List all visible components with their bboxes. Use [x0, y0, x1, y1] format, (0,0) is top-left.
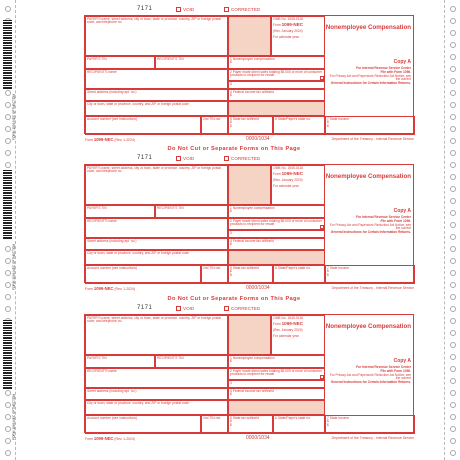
tractor-hole	[450, 198, 456, 204]
street-address-field[interactable]: Street address (including apt. no.)	[85, 89, 228, 101]
box7-field[interactable]: 7 State income $ $	[325, 116, 415, 135]
tractor-hole	[450, 126, 456, 132]
shaded-area	[228, 315, 271, 355]
form-grid	[84, 314, 414, 433]
tractor-hole	[5, 114, 11, 120]
tractor-hole	[5, 438, 11, 444]
corrected-checkbox[interactable]	[224, 156, 229, 161]
shaded-area	[228, 250, 325, 265]
footer-code: 0000/1034	[246, 136, 270, 142]
corrected-checkbox[interactable]	[224, 306, 229, 311]
tractor-hole	[450, 78, 456, 84]
void-checkbox[interactable]	[176, 156, 181, 161]
tractor-hole	[5, 162, 11, 168]
form-code: 7171	[137, 305, 153, 311]
side-vertical-text: FORM 1099-NEC SPTNECTOM	[12, 94, 16, 140]
tractor-hole	[450, 186, 456, 192]
tractor-hole	[450, 18, 456, 24]
recipient-name-field[interactable]: RECIPIENT'S name	[85, 69, 228, 89]
tractor-hole	[5, 246, 11, 252]
tractor-hole	[5, 270, 11, 276]
account-number-field[interactable]: Account number (see instructions)	[85, 415, 201, 434]
recipient-tin-field[interactable]: RECIPIENT'S TIN	[155, 205, 228, 218]
box5-field[interactable]: 5 State tax withheld $ $	[228, 415, 273, 434]
box3-field[interactable]: 3	[228, 81, 325, 89]
box5-field[interactable]: 5 State tax withheld $ $	[228, 116, 273, 135]
form-copy	[84, 305, 414, 445]
tractor-hole	[5, 402, 11, 408]
tractor-hole	[450, 426, 456, 432]
box2-field[interactable]: 2 Payer made direct sales totaling $5,000 or more of consumer products to recipient for resale	[228, 368, 325, 380]
shaded-area	[228, 165, 271, 205]
street-address-field[interactable]: Street address (including apt. no.)	[85, 388, 228, 400]
box2-checkbox[interactable]	[320, 76, 324, 80]
copy-a-info: For Internal Revenue Service Center File with Form 1096. For Privacy Act and Paperwork Reduction Act Notice, see the current General Instructions for Certain Information Returns.	[329, 215, 411, 235]
tractor-hole	[450, 306, 456, 312]
footer-code: 0000/1034	[246, 435, 270, 441]
account-number-field[interactable]: Account number (see instructions)	[85, 116, 201, 135]
payer-tin-field[interactable]: PAYER'S TIN	[85, 205, 155, 218]
do-not-cut-notice: Do Not Cut or Separate Forms on This Page	[167, 296, 301, 302]
tractor-hole	[450, 222, 456, 228]
tractor-hole	[450, 390, 456, 396]
shaded-area	[228, 400, 325, 415]
box1-field[interactable]: 1 Nonemployee compensation $	[228, 205, 325, 218]
tractor-hole	[5, 258, 11, 264]
city-field[interactable]: City or town, state or province, country, and ZIP or foreign postal code	[85, 101, 228, 116]
form-code: 7171	[137, 6, 153, 12]
box7-field[interactable]: 7 State income $ $	[325, 265, 415, 284]
copy-a-info: For Internal Revenue Service Center File with Form 1096. For Privacy Act and Paperwork Reduction Act Notice, see the current General Instructions for Certain Information Returns.	[329, 66, 411, 86]
tractor-hole	[5, 426, 11, 432]
tractor-hole	[450, 330, 456, 336]
form-footer: Form 1099-NEC (Rev. 1-2024) 0000/1034 Department of the Treasury - Internal Revenue Service	[85, 136, 414, 142]
tractor-hole	[450, 6, 456, 12]
city-field[interactable]: City or town, state or province, country, and ZIP or foreign postal code	[85, 400, 228, 415]
tractor-hole	[450, 102, 456, 108]
tractor-hole	[450, 54, 456, 60]
do-not-cut-notice: Do Not Cut or Separate Forms on This Page	[167, 146, 301, 152]
tractor-hole	[450, 378, 456, 384]
box4-field[interactable]: 4 Federal income tax withheld $	[228, 238, 325, 250]
form-code: 7171	[137, 155, 153, 161]
recipient-tin-field[interactable]: RECIPIENT'S TIN	[155, 56, 228, 69]
tractor-hole	[5, 150, 11, 156]
tractor-hole	[450, 402, 456, 408]
second-tin-field[interactable]: 2nd TIN not.	[201, 116, 228, 135]
box4-field[interactable]: 4 Federal income tax withheld $	[228, 388, 325, 400]
tractor-hole	[5, 390, 11, 396]
box2-checkbox[interactable]	[320, 375, 324, 379]
city-field[interactable]: City or town, state or province, country, and ZIP or foreign postal code	[85, 250, 228, 265]
copy-a-heading: Copy A	[393, 208, 411, 214]
box1-field[interactable]: 1 Nonemployee compensation $	[228, 355, 325, 368]
tractor-hole	[450, 246, 456, 252]
box2-field[interactable]: 2 Payer made direct sales totaling $5,000 or more of consumer products to recipient for resale	[228, 218, 325, 230]
corrected-label: CORRECTED	[231, 156, 261, 161]
side-vertical-text: FORM 1099-NEC SPTNECTOM	[12, 244, 16, 290]
tractor-hole	[450, 114, 456, 120]
footer-dept: Department of the Treasury - Internal Revenue Service	[331, 286, 414, 290]
tractor-hole	[5, 450, 11, 456]
tractor-hole	[450, 282, 456, 288]
tractor-hole	[5, 294, 11, 300]
tractor-hole	[450, 366, 456, 372]
tractor-hole	[450, 342, 456, 348]
tractor-hole	[450, 270, 456, 276]
street-address-field[interactable]: Street address (including apt. no.)	[85, 238, 228, 250]
box6-field[interactable]: 6 State/Payer's state no.	[273, 116, 325, 135]
void-label: VOID	[183, 306, 195, 311]
right-tractor-strip	[444, 0, 460, 460]
copy-a-heading: Copy A	[393, 59, 411, 65]
shaded-area	[228, 16, 271, 56]
payer-info-field[interactable]: PAYER'S name, street address, city or town, state or province, country, ZIP or foreign postal code, and telephone no.	[85, 165, 228, 205]
recipient-tin-field[interactable]: RECIPIENT'S TIN	[155, 355, 228, 368]
form-copy	[84, 6, 414, 146]
form-title: Nonemployee Compensation	[325, 173, 411, 180]
footer-dept: Department of the Treasury - Internal Revenue Service	[331, 137, 414, 141]
void-checkbox[interactable]	[176, 306, 181, 311]
footer-code: 0000/1034	[246, 285, 270, 291]
box7-field[interactable]: 7 State income $ $	[325, 415, 415, 434]
box5-field[interactable]: 5 State tax withheld $ $	[228, 265, 273, 284]
void-label: VOID	[183, 156, 195, 161]
payer-info-field[interactable]: PAYER'S name, street address, city or town, state or province, country, ZIP or foreign postal code, and telephone no.	[85, 16, 228, 56]
tractor-hole	[450, 162, 456, 168]
tractor-hole	[5, 102, 11, 108]
omb-box: OMB No. 1545-0116 Form 1099-NEC (Rev. January 2024) For calendar year	[271, 165, 325, 205]
second-tin-field[interactable]: 2nd TIN not.	[201, 415, 228, 434]
copy-a-heading: Copy A	[393, 358, 411, 364]
void-label: VOID	[183, 7, 195, 12]
tractor-hole	[450, 42, 456, 48]
box2-field[interactable]: 2 Payer made direct sales totaling $5,000 or more of consumer products to recipient for resale	[228, 69, 325, 81]
void-row	[84, 155, 314, 164]
box4-field[interactable]: 4 Federal income tax withheld $	[228, 89, 325, 101]
shaded-area	[228, 101, 325, 116]
tractor-hole	[450, 210, 456, 216]
side-barcode	[3, 320, 12, 390]
tractor-hole	[450, 414, 456, 420]
tractor-hole	[450, 294, 456, 300]
form-grid	[84, 15, 414, 134]
corrected-label: CORRECTED	[231, 7, 261, 12]
box1-field[interactable]: 1 Nonemployee compensation $	[228, 56, 325, 69]
copy-a-info: For Internal Revenue Service Center File with Form 1096. For Privacy Act and Paperwork Reduction Act Notice, see the current General Instructions for Certain Information Returns.	[329, 365, 411, 385]
form-copy	[84, 155, 414, 295]
tractor-hole	[5, 306, 11, 312]
recipient-name-field[interactable]: RECIPIENT'S name	[85, 218, 228, 238]
footer-dept: Department of the Treasury - Internal Revenue Service	[331, 436, 414, 440]
omb-box: OMB No. 1545-0116 Form 1099-NEC (Rev. January 2024) For calendar year	[271, 16, 325, 56]
second-tin-field[interactable]: 2nd TIN not.	[201, 265, 228, 284]
tractor-hole	[450, 234, 456, 240]
tractor-hole	[5, 6, 11, 12]
form-footer: Form 1099-NEC (Rev. 1-2024) 0000/1034 Department of the Treasury - Internal Revenue Service	[85, 435, 414, 441]
tractor-hole	[5, 282, 11, 288]
void-checkbox[interactable]	[176, 7, 181, 12]
tractor-hole	[5, 414, 11, 420]
void-row	[84, 6, 314, 15]
tractor-hole	[5, 90, 11, 96]
void-row	[84, 305, 314, 314]
form-grid	[84, 164, 414, 283]
form-title: Nonemployee Compensation	[325, 24, 411, 31]
tractor-hole	[450, 138, 456, 144]
box2-checkbox[interactable]	[320, 225, 324, 229]
box6-field[interactable]: 6 State/Payer's state no.	[273, 265, 325, 284]
tractor-hole	[450, 354, 456, 360]
corrected-checkbox[interactable]	[224, 7, 229, 12]
omb-box: OMB No. 1545-0116 Form 1099-NEC (Rev. January 2024) For calendar year	[271, 315, 325, 355]
tractor-hole	[450, 150, 456, 156]
side-barcode	[3, 170, 12, 240]
recipient-name-field[interactable]: RECIPIENT'S name	[85, 368, 228, 388]
tractor-hole	[450, 174, 456, 180]
corrected-label: CORRECTED	[231, 306, 261, 311]
side-vertical-text: FORM 1099-NEC SPTNECTOM	[12, 394, 16, 440]
tractor-hole	[5, 126, 11, 132]
form-title: Nonemployee Compensation	[325, 323, 411, 330]
tractor-hole	[450, 438, 456, 444]
tractor-hole	[450, 66, 456, 72]
tractor-hole	[5, 138, 11, 144]
box6-field[interactable]: 6 State/Payer's state no.	[273, 415, 325, 434]
form-footer: Form 1099-NEC (Rev. 1-2024) 0000/1034 Department of the Treasury - Internal Revenue Service	[85, 285, 414, 291]
side-barcode	[3, 20, 12, 90]
box3-field[interactable]: 3	[228, 230, 325, 238]
tractor-hole	[450, 30, 456, 36]
payer-tin-field[interactable]: PAYER'S TIN	[85, 355, 155, 368]
payer-tin-field[interactable]: PAYER'S TIN	[85, 56, 155, 69]
payer-info-field[interactable]: PAYER'S name, street address, city or town, state or province, country, ZIP or foreign postal code, and telephone no.	[85, 315, 228, 355]
box3-field[interactable]: 3	[228, 380, 325, 388]
tractor-hole	[450, 450, 456, 456]
tractor-hole	[450, 90, 456, 96]
account-number-field[interactable]: Account number (see instructions)	[85, 265, 201, 284]
tractor-hole	[450, 258, 456, 264]
tractor-hole	[450, 318, 456, 324]
